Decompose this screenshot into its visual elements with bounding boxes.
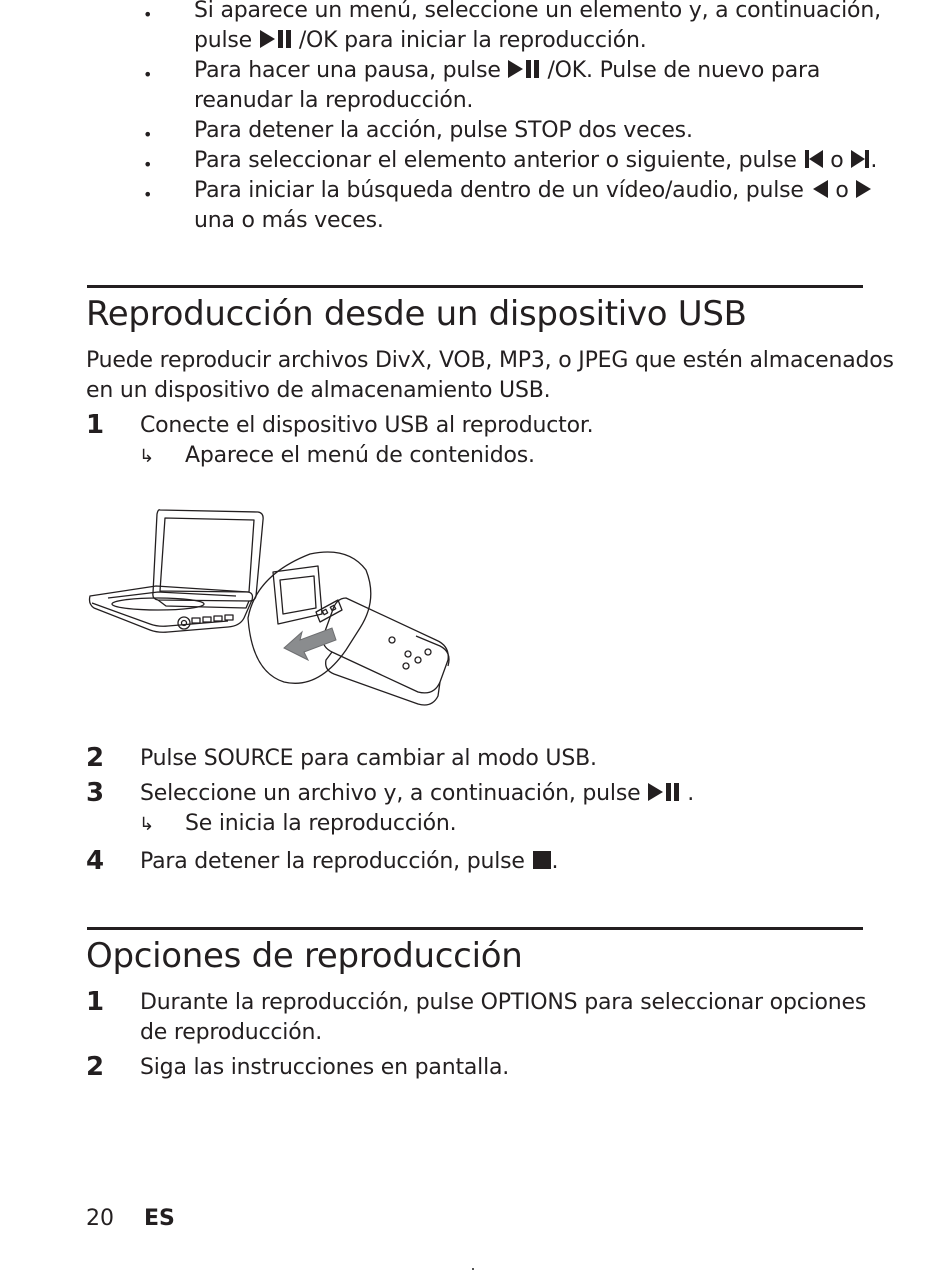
page-mark — [472, 1268, 474, 1270]
result-arrow-icon: ↳ — [139, 446, 155, 467]
forward-icon — [855, 179, 873, 199]
step-number: 2 — [86, 743, 105, 773]
bullet-marker: • — [143, 65, 153, 84]
bullet-marker: • — [143, 185, 153, 204]
play-pause-icon — [259, 29, 299, 49]
language-code: ES — [144, 1206, 175, 1231]
options-step-2-text: Siga las instrucciones en pantalla. — [140, 1055, 510, 1080]
bullet-text-2b: reanudar la reproducción. — [194, 88, 474, 113]
section-title-options: Opciones de reproducción — [86, 936, 523, 976]
section-divider — [87, 927, 863, 930]
page-number: 20 — [86, 1206, 114, 1231]
stop-icon — [532, 850, 552, 870]
magnifier-circle — [248, 552, 371, 683]
usb-connection-illustration — [88, 500, 458, 712]
bullet-text-4: Para seleccionar el elemento anterior o siguiente, pulse o . — [194, 148, 878, 173]
play-pause-icon — [507, 59, 547, 79]
bullet-text-1a: Si aparece un menú, seleccione un elemento y, a continuación, — [194, 0, 881, 23]
usb-step-3-text: Seleccione un archivo y, a continuación, pulse . — [140, 781, 695, 806]
step-number: 1 — [86, 410, 105, 440]
usb-step-1-result: Aparece el menú de contenidos. — [185, 443, 535, 468]
usb-step-3-result: Se inicia la reproducción. — [185, 811, 457, 836]
bullet-marker: • — [143, 5, 153, 24]
rewind-icon — [811, 179, 829, 199]
section-title-usb: Reproducción desde un dispositivo USB — [86, 294, 747, 334]
options-step-1-text-2: de reproducción. — [140, 1020, 322, 1045]
usb-stick — [323, 598, 448, 693]
usb-step-2-text: Pulse SOURCE para cambiar al modo USB. — [140, 746, 597, 771]
bullet-text-5a: Para iniciar la búsqueda dentro de un vídeo/audio, pulse o — [194, 176, 873, 206]
step-number: 1 — [86, 987, 105, 1017]
next-icon — [850, 149, 870, 169]
step-number: 2 — [86, 1052, 105, 1082]
bullet-marker: • — [143, 125, 153, 144]
usb-intro-line-1: Puede reproducir archivos DivX, VOB, MP3, o JPEG que estén almacenados — [86, 348, 894, 373]
step-number: 4 — [86, 846, 105, 876]
bullet-marker: • — [143, 155, 153, 174]
bullet-text-1b: pulse /OK para iniciar la reproducción. — [194, 28, 647, 53]
bullet-text-5b: una o más veces. — [194, 208, 384, 233]
previous-icon — [804, 149, 824, 169]
section-divider — [87, 285, 863, 288]
bullet-text-2a: Para hacer una pausa, pulse /OK. Pulse de nuevo para — [194, 58, 821, 83]
usb-step-4-text: Para detener la reproducción, pulse . — [140, 849, 559, 874]
play-pause-icon — [647, 782, 687, 802]
usb-step-1-text: Conecte el dispositivo USB al reproductor. — [140, 413, 594, 438]
insert-arrow-icon — [284, 628, 336, 660]
options-step-1-text: Durante la reproducción, pulse OPTIONS para seleccionar opciones — [140, 990, 867, 1015]
bullet-text-3: Para detener la acción, pulse STOP dos veces. — [194, 118, 693, 143]
step-number: 3 — [86, 778, 105, 808]
result-arrow-icon: ↳ — [139, 814, 155, 835]
usb-intro-line-2: en un dispositivo de almacenamiento USB. — [86, 378, 551, 403]
